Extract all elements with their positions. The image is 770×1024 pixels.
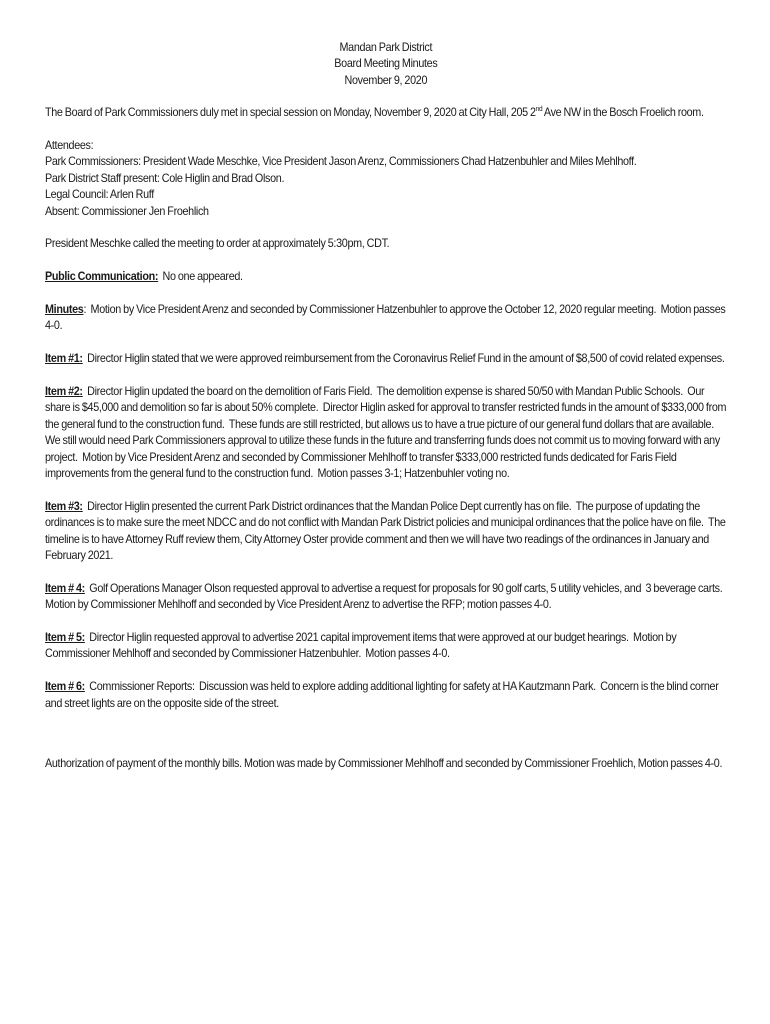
document-page (45, 40, 727, 789)
attendees-commissioners: Park Commissioners: President Wade Meschke, Vice President Jason Arenz, Commissioners Chad Hatzenbuhler and Miles Mehlhoff. (45, 155, 637, 169)
call-to-order: President Meschke called the meeting to order at approximately 5:30pm, CDT. (45, 237, 390, 251)
attendees-section (45, 138, 727, 220)
document-title: Board Meeting Minutes (334, 57, 438, 71)
attendees-absent: Absent: Commissioner Jen Froehlich (45, 204, 209, 218)
item-1: Item #1: Director Higlin stated that we were approved reimbursement from the Coronavirus Relief Fund in the amount of $8,500 of covid related expenses. (45, 352, 725, 366)
item-public-communication: Public Communication: No one appeared. (45, 270, 243, 284)
item-2: Item #2: Director Higlin updated the board on the demolition of Faris Field. The demolition expense is shared 50/50 with Mandan Public Schools. Our share is $45,000 and demolition so far is about 50% complete. Director Higlin asked for approval to transfer restricted funds in the amount of $333,000 from the general fund to the construction fund. These funds are still restricted, but allows us to have a true picture of our general fund dollars that are available. We still would need Park Commissioners approval to utilize these funds in the future and transferring funds does not commit us to moving forward with any project. Motion by Vice President Arenz and seconded by Commissioner Mehlhoff to transfer $333,000 restricted funds dedicated for Faris Field improvements from the general fund to the construction fund. Motion passes 3-1; Hatzenbuhler voting no. (45, 385, 729, 481)
bills-authorization: Authorization of payment of the monthly bills. Motion was made by Commissioner Mehlhoff and seconded by Commissioner Froehlich, Motion passes 4-0. (45, 757, 723, 771)
item-5: Item # 5: Director Higlin requested approval to advertise 2021 capital improvement items that were approved at our budget hearings. Motion by Commissioner Mehlhoff and seconded by Commissioner Hatzenbuhler. Motion passes 4-0. (45, 631, 679, 661)
document-header (45, 40, 727, 89)
attendees-staff: Park District Staff present: Cole Higlin and Brad Olson. (45, 171, 285, 185)
item-6: Item # 6: Commissioner Reports: Discussion was held to explore adding additional lighting for safety at HA Kautzmann Park. Concern is the blind corner and street lights are on the opposite side of the street. (45, 680, 721, 710)
item-4: Item # 4: Golf Operations Manager Olson requested approval to advertise a request for proposals for 90 golf carts, 5 utility vehicles, and 3 beverage carts. Motion by Commissioner Mehlhoff and seconded by Vice President Arenz to advertise the RFP; motion passes 4-0. (45, 581, 727, 612)
attendees-heading: Attendees: (45, 139, 94, 153)
organization-name: Mandan Park District (339, 41, 433, 54)
meeting-date: November 9, 2020 (344, 73, 428, 87)
item-minutes: Minutes: Motion by Vice President Arenz and seconded by Commissioner Hatzenbuhler to approve the October 12, 2020 regular meeting. Motion passes 4-0. (45, 303, 728, 333)
attendees-legal: Legal Council: Arlen Ruff (45, 188, 154, 202)
spacer (45, 728, 727, 756)
intro-paragraph: The Board of Park Commissioners duly met in special session on Monday, November 9, 2020 at City Hall, 205 2nd Ave NW in the Bosch Froelich room. (45, 106, 704, 120)
item-3: Item #3: Director Higlin presented the current Park District ordinances that the Mandan Police Dept currently has on file. The purpose of updating the ordinances is to make sure the meet NDCC and do not conflict with Mandan Park District policies and municipal ordinances that the police have on file. The timeline is to have Attorney Ruff review them, City Attorney Oster provide comment and then we will have two readings of the ordinances in January and February 2021. (45, 499, 728, 563)
